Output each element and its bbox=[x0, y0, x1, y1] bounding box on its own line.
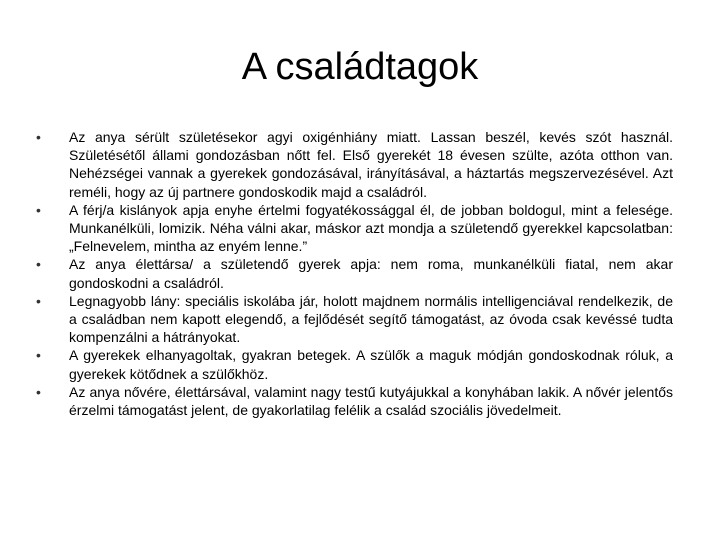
bullet-text: Legnagyobb lány: speciális iskolába jár, holott majdnem normális intelligenciával rendelkezik, de a családban nem kapott elegendő, a fejlődését segítő támogatást, az óvoda csak kevéssé tudta kompenzálni a hátrányokat. bbox=[69, 292, 673, 346]
bullet-text: Az anya élettársa/ a születendő gyerek apja: nem roma, munkanélküli fiatal, nem akar gondoskodni a családról. bbox=[69, 256, 673, 291]
bullet-text: Az anya sérült születésekor agyi oxigénhiány miatt. Lassan beszél, kevés szót használ. Születésétől állami gondozásban nőtt fel. Első gyerekét 18 évesen szülte, azóta otthon van. Nehézségei vannak a gyerekek gondozásával, irányításával, a háztartás megszervezésével. Azt reméli, hogy az új partnere gondoskodik majd a családról. bbox=[69, 129, 673, 200]
bullet-list bbox=[36, 128, 673, 419]
bullet-item bbox=[36, 201, 673, 256]
bullet-item bbox=[36, 346, 673, 382]
bullet-text: A férj/a kislányok apja enyhe értelmi fogyatékossággal él, de jobban boldogul, mint a felesége. Munkanélküli, lomizik. Néha válni akar, máskor azt mondja a születendő gyerekkel kapcsolatban: „Felnevelem, mintha az enyém lenne.” bbox=[69, 201, 673, 255]
bullet-text: Az anya nővére, élettársával, valamint nagy testű kutyájukkal a konyhában lakik. A nővér jelentős érzelmi támogatást jelent, de gyakorlatilag felélik a család szociális jövedelmeit. bbox=[69, 383, 673, 419]
bullet-icon: • bbox=[36, 347, 41, 364]
bullet-text: A gyerekek elhanyagoltak, gyakran betegek. A szülők a maguk módján gondoskodnak róluk, a gyerekek kötődnek a szülőkhöz. bbox=[69, 347, 673, 382]
bullet-icon: • bbox=[36, 201, 41, 218]
bullet-item bbox=[36, 383, 673, 419]
bullet-icon: • bbox=[36, 129, 41, 145]
bullet-item bbox=[36, 255, 673, 291]
slide-title: A családtagok bbox=[241, 46, 479, 88]
bullet-item bbox=[36, 292, 673, 347]
bullet-icon: • bbox=[36, 292, 41, 309]
bullet-item bbox=[36, 128, 673, 201]
bullet-icon: • bbox=[36, 256, 41, 273]
bullet-icon: • bbox=[36, 383, 41, 400]
